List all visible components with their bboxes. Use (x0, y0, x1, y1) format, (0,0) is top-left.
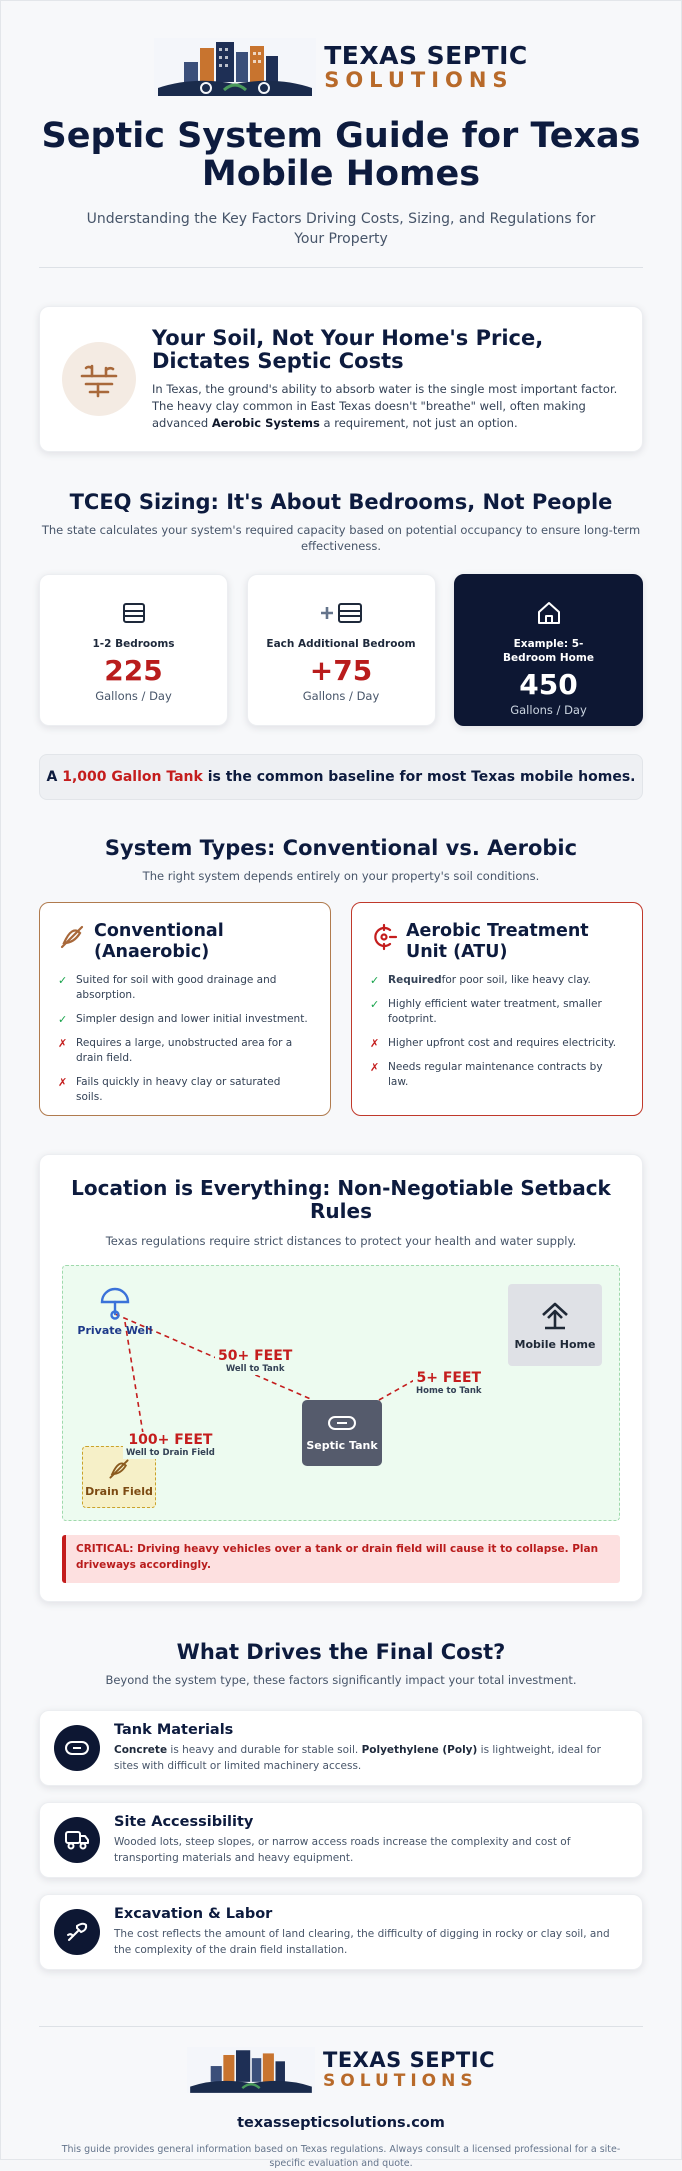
cost-subtitle: Beyond the system type, these factors significantly impact your total investment. (105, 1673, 577, 1687)
page-subtitle: Understanding the Key Factors Driving Costs, Sizing, and Regulations for Your Property (86, 211, 596, 247)
list-item: ✓ Highly efficient water treatment, smaller footprint. (370, 998, 602, 1025)
cost-card-desc: Wooded lots, steep slopes, or narrow access roads increase the complexity and cost of transporting materials and heavy equipment. (114, 1836, 571, 1864)
no-aerate-icon (106, 1457, 132, 1481)
sizing-value: 225 (104, 654, 163, 687)
conventional-list (58, 973, 310, 1105)
distance-home-tank: 5+ FEET Home to Tank (413, 1370, 485, 1397)
sizing-label: Each Additional Bedroom (266, 638, 416, 650)
private-well-label: Private Well (77, 1324, 153, 1337)
tank-size-highlight: 1,000 Gallon Tank (62, 769, 203, 785)
soil-callout-card (39, 306, 643, 452)
conventional-card (39, 902, 331, 1116)
setback-title: Location is Everything: Non-Negotiable Setback Rules (71, 1176, 611, 1223)
logo-line-2: SOLUTIONS (323, 2071, 478, 2091)
private-well (75, 1286, 155, 1337)
tank-icon (327, 1415, 357, 1431)
sizing-label: 1-2 Bedrooms (92, 638, 175, 650)
system-types-subtitle: The right system depends entirely on your property's soil conditions. (142, 869, 540, 883)
logo-line-1: TEXAS SEPTIC (323, 2048, 495, 2072)
tceq-subtitle: The state calculates your system's required capacity based on potential occupancy to ensure long-term effectiveness. (41, 523, 641, 553)
cost-card-desc: Concrete is heavy and durable for stable soil. Polyethylene (Poly) is lightweight, ideal for sites with difficult or limited machinery access. (114, 1744, 601, 1772)
home-arrow-icon (539, 1300, 571, 1332)
list-item: ✓ Requiredfor poor soil, like heavy clay. (370, 974, 591, 987)
system-types-section (39, 836, 643, 1116)
footer-divider (39, 2026, 643, 2027)
cost-card-title: Site Accessibility (114, 1814, 254, 1830)
sizing-value: +75 (309, 654, 373, 687)
page-title: Septic System Guide for Texas Mobile Homes (41, 116, 641, 194)
logo-illustration (154, 38, 316, 96)
logo-line-1: TEXAS SEPTIC (324, 41, 528, 70)
sizing-card-base (39, 574, 228, 726)
setback-subtitle: Texas regulations require strict distances to protect your health and water supply. (105, 1234, 577, 1248)
cost-card-site-access (39, 1802, 643, 1878)
brand-logo (39, 37, 643, 97)
critical-warning: CRITICAL: Driving heavy vehicles over a tank or drain field will cause it to collapse. Plan driveways accordingly. (62, 1535, 620, 1583)
distance-well-tank: 50+ FEET Well to Tank (215, 1348, 295, 1375)
list-item: ✗ Needs regular maintenance contracts by law. (370, 1061, 603, 1088)
sizing-value: 450 (519, 668, 578, 701)
cost-section (39, 1640, 643, 1970)
setback-rules-card (39, 1154, 643, 1602)
tceq-section (39, 490, 643, 800)
aerobic-title: Aerobic Treatment Unit (ATU) (406, 921, 589, 962)
cost-card-title: Excavation & Labor (114, 1906, 273, 1922)
list-item: ✓ Suited for soil with good drainage and absorption. (58, 974, 277, 1001)
sizing-unit: Gallons / Day (302, 689, 380, 703)
aerobic-card (351, 902, 643, 1116)
septic-tank (302, 1400, 382, 1466)
footer-logo (39, 2043, 643, 2097)
tceq-title: TCEQ Sizing: It's About Bedrooms, Not People (69, 490, 613, 514)
distance-well-drain: 100+ FEET Well to Drain Field (123, 1432, 218, 1459)
disclaimer: This guide provides general information based on Texas regulations. Always consult a licensed professional for a site-specific evaluation and quote. (61, 2144, 621, 2169)
septic-tank-label: Septic Tank (306, 1438, 378, 1452)
conventional-title: Conventional (Anaerobic) (94, 921, 224, 962)
house-icon (535, 599, 563, 627)
cost-card-tank-materials (39, 1710, 643, 1786)
logo-illustration (187, 2046, 315, 2094)
system-types-title: System Types: Conventional vs. Aerobic (104, 836, 578, 860)
soil-card-title: Your Soil, Not Your Home's Price, Dictates Septic Costs (152, 325, 544, 373)
well-icon (99, 1286, 131, 1320)
cost-card-title: Tank Materials (114, 1722, 234, 1738)
aerator-icon (370, 923, 398, 951)
header-divider (39, 267, 643, 268)
plus-bed-icon (317, 599, 365, 627)
cost-title: What Drives the Final Cost? (176, 1640, 506, 1664)
sizing-unit: Gallons / Day (95, 689, 172, 703)
soil-card-body: In Texas, the ground's ability to absorb water is the single most important factor. The heavy clay common in East Texas doesn't "breathe" well, often making advanced Aerobic Systems a requirement, not just an option. (152, 381, 618, 430)
no-aerate-icon (58, 923, 86, 951)
logo-wordmark (323, 2050, 495, 2090)
shovel-icon (54, 1909, 100, 1955)
cost-card-desc: The cost reflects the amount of land clearing, the difficulty of digging in rocky or clay soil, and the complexity of the drain field installation. (114, 1928, 610, 1956)
drain-field-label: Drain Field (85, 1484, 153, 1498)
logo-wordmark (324, 43, 528, 91)
cost-card-excavation (39, 1894, 643, 1970)
sizing-unit: Gallons / Day (510, 703, 587, 717)
tank-baseline-banner: A 1,000 Gallon Tank is the common baseline for most Texas mobile homes. (39, 754, 643, 800)
list-item: ✓ Simpler design and lower initial investment. (58, 1013, 308, 1026)
list-item: ✗ Higher upfront cost and requires electricity. (370, 1037, 617, 1050)
truck-icon (54, 1817, 100, 1863)
sizing-label: Example: 5-Bedroom Home (503, 638, 594, 664)
setback-diagram (62, 1265, 620, 1521)
website-link[interactable]: texassepticsolutions.com (237, 2115, 445, 2131)
mobile-home-label: Mobile Home (514, 1337, 596, 1351)
mobile-home (508, 1284, 602, 1366)
list-item: ✗ Fails quickly in heavy clay or saturated soils. (58, 1076, 281, 1103)
bed-icon (120, 599, 148, 627)
aerobic-systems-emphasis: Aerobic Systems (211, 415, 320, 430)
aerobic-list (370, 973, 622, 1090)
soil-layers-icon (62, 342, 136, 416)
sizing-card-additional (247, 574, 436, 726)
list-item: ✗ Requires a large, unobstructed area for a drain field. (58, 1037, 293, 1064)
logo-line-2: SOLUTIONS (324, 68, 514, 92)
sizing-card-example (454, 574, 643, 726)
tank-icon (54, 1725, 100, 1771)
sizing-cards (39, 574, 643, 726)
